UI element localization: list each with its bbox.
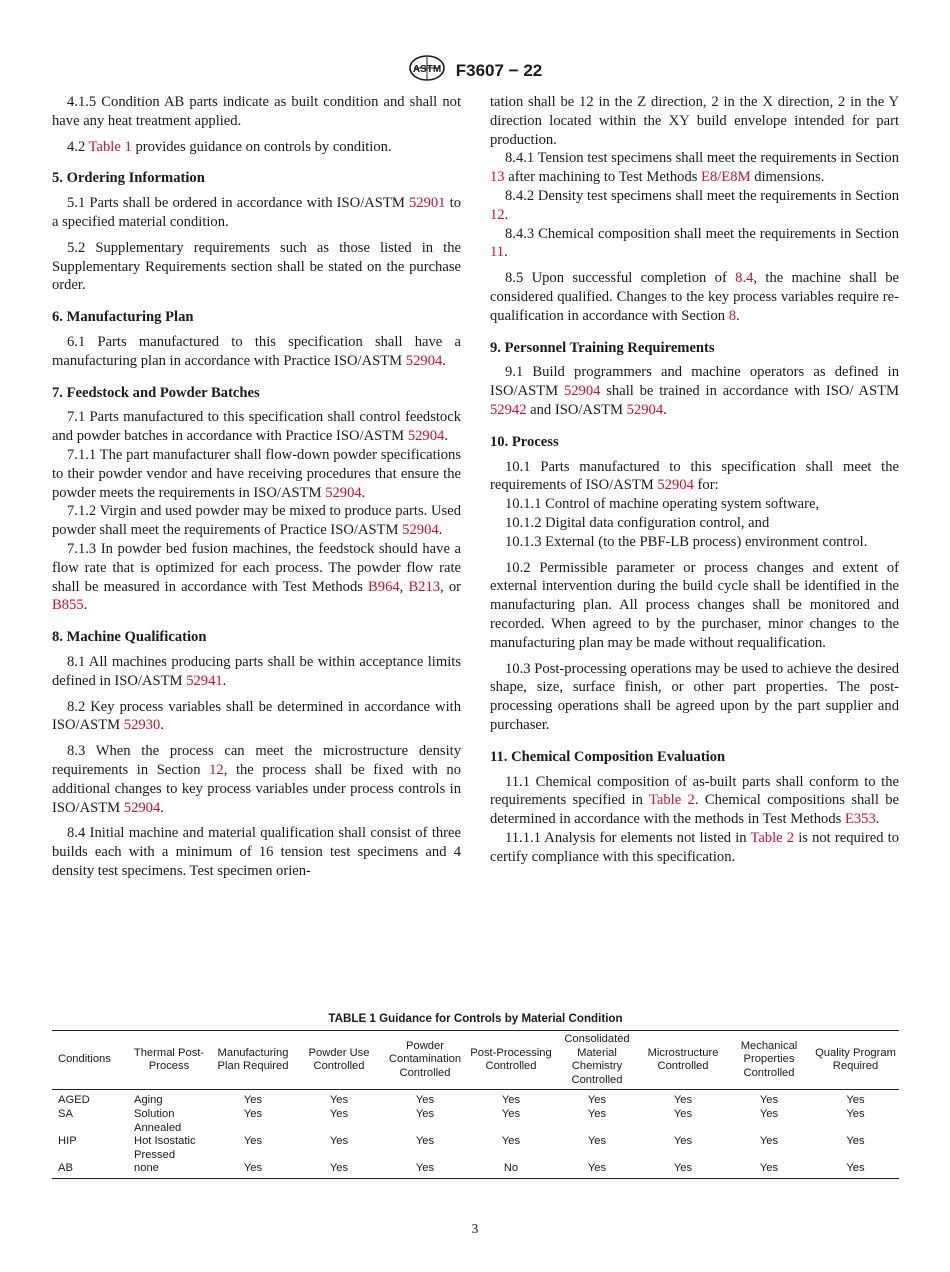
table-cell: Yes [587, 1162, 607, 1175]
table-cell: Yes [846, 1162, 865, 1175]
ref-link[interactable]: B855 [52, 597, 84, 614]
para-7-1-3: 7.1.3 In powder bed fusion machines, the feedstock should have a flow rate that is optimized for each process. The powder flow rate shall be measured in accordance with Test Methods B964, B213, or B855. [52, 540, 462, 614]
section-10-heading: 10. Process [490, 433, 559, 450]
ref-link[interactable]: 52904 [563, 383, 601, 400]
table-cell: Yes [673, 1135, 693, 1148]
ref-link[interactable]: 52904 [405, 352, 443, 369]
table-cell: Solution Annealed [134, 1107, 182, 1134]
para-8-4-3: 8.4.3 Chemical composition shall meet the requirements in Section 11. [490, 225, 899, 261]
ref-link[interactable]: 52901 [408, 195, 446, 212]
astm-logo-icon [408, 54, 446, 87]
table-cell: Yes [501, 1094, 521, 1107]
section-link[interactable]: 11 [490, 244, 505, 261]
table-cell: Yes [329, 1162, 349, 1175]
table-cell: Yes [587, 1107, 607, 1120]
para-5-2: 5.2 Supplementary requirements such as those listed in the Supplementary Requirements section shall be stated on the purchase order. [52, 239, 461, 294]
para-8-4-1: 8.4.1 Tension test specimens shall meet the requirements in Section 13 after machining to Test Methods E8/E8M dimensions. [490, 150, 899, 186]
table-header-cell: Powder Use Controlled [308, 1046, 370, 1073]
section-9-heading: 9. Personnel Training Requirements [490, 339, 715, 356]
section-6-heading: 6. Manufacturing Plan [52, 309, 194, 326]
section-link[interactable]: 8.4 [735, 270, 754, 287]
para-4-1-5: 4.1.5 Condition AB parts indicate as built condition and shall not have any heat treatment applied. [52, 94, 461, 129]
para-8-4-continued: tation shall be 12 in the Z direction, 2 in the X direction, 2 in the Y direction located within the XY build envelope intended for part production. [490, 94, 899, 148]
section-link[interactable]: 12 [490, 206, 505, 223]
para-10-1-2: 10.1.2 Digital data configuration control, and [505, 514, 770, 531]
page-number: 3 [471, 1221, 479, 1236]
table-cell: AGED [58, 1094, 90, 1107]
table-row [52, 1108, 899, 1135]
para-11-1: 11.1 Chemical composition of as-built parts shall conform to the requirements specified in Table 2. Chemical compositions shall be determined in accordance with the methods in Test Methods E353. [490, 773, 900, 828]
table-cell: Yes [759, 1094, 779, 1107]
para-5-1: 5.1 Parts shall be ordered in accordance with ISO/ASTM 52901 to a specified material condition. [52, 195, 461, 230]
ref-link[interactable]: 52904 [626, 401, 664, 418]
section-link[interactable]: 12 [209, 761, 224, 778]
table-cell: Yes [501, 1135, 521, 1148]
table-header-cell: Consolidated Material Chemistry Controlled [564, 1033, 630, 1086]
ref-link[interactable]: 52904 [402, 522, 439, 539]
table-cell: Yes [846, 1107, 865, 1120]
para-8-3: 8.3 When the process can meet the microstructure density requirements in Section 12, the process shall be fixed with no additional changes to key process variables under process controls in ISO/ASTM 52904. [52, 743, 461, 816]
controls-table [52, 1030, 899, 1179]
para-10-1: 10.1 Parts manufactured to this specification shall meet the requirements of ISO/ASTM 52904 for: [490, 458, 899, 494]
para-11-1-1: 11.1.1 Analysis for elements not listed in Table 2 is not required to certify compliance with this specification. [490, 829, 899, 865]
table-cell: Yes [329, 1107, 349, 1120]
ref-link[interactable]: 52904 [657, 477, 694, 494]
table-cell: Yes [329, 1135, 349, 1148]
table-header-cell: Mechanical Properties Controlled [740, 1039, 798, 1079]
table-cell: Yes [243, 1094, 263, 1107]
ref-link[interactable]: B213 [408, 578, 441, 595]
ref-link[interactable]: E8/E8M [701, 169, 751, 186]
table-cell: Yes [243, 1135, 263, 1148]
table-cell: Yes [415, 1162, 435, 1175]
para-10-3: 10.3 Post-processing operations may be used to achieve the desired shape, size, surface finish, or other part properties. The post-processing operations shall be agreed upon by the part supplier and purchaser. [490, 660, 899, 733]
table-cell: Yes [329, 1094, 349, 1107]
table-cell: AB [58, 1162, 73, 1175]
table-row [52, 1162, 899, 1178]
table-title: TABLE 1 Guidance for Controls by Material Condition [328, 1012, 623, 1025]
table-cell: Yes [243, 1162, 263, 1175]
section-link[interactable]: 8 [728, 307, 736, 324]
table-header-cell: Thermal Post-Process [133, 1046, 205, 1073]
table-cell: Yes [846, 1094, 865, 1107]
table-cell: Yes [846, 1135, 865, 1148]
section-5-heading: 5. Ordering Information [52, 170, 205, 187]
table-cell: HIP [58, 1135, 77, 1148]
ref-link[interactable]: 52942 [490, 401, 527, 418]
table-cell: Yes [673, 1094, 693, 1107]
table-cell: Yes [415, 1094, 435, 1107]
table-cell: Yes [759, 1135, 779, 1148]
ref-link[interactable]: 52904 [325, 484, 362, 501]
svg-text:ASTM: ASTM [412, 64, 441, 75]
table-cell: Yes [243, 1107, 263, 1120]
table-header-cell: Post-Processing Controlled [470, 1046, 552, 1073]
ref-link[interactable]: 52941 [186, 672, 223, 689]
table-cell: Yes [415, 1107, 435, 1120]
ref-link[interactable]: 52904 [407, 428, 445, 445]
ref-link[interactable]: E353 [844, 811, 876, 828]
table-cell: Yes [501, 1107, 521, 1120]
table-header-cell: Powder Contamination Controlled [388, 1039, 462, 1079]
section-11-heading: 11. Chemical Composition Evaluation [490, 748, 726, 765]
table-cell: Yes [673, 1107, 693, 1120]
table-2-link[interactable]: Table 2 [649, 792, 695, 809]
table-cell: SA [58, 1107, 73, 1120]
ref-link[interactable]: 52904 [123, 799, 161, 816]
document-id: F3607 − 22 [455, 60, 543, 80]
table-cell: none [134, 1162, 159, 1175]
table-header-row [52, 1031, 899, 1090]
ref-link[interactable]: 52930 [123, 717, 161, 734]
section-8-heading: 8. Machine Qualification [52, 629, 207, 646]
para-8-4: 8.4 Initial machine and material qualification shall consist of three builds each with a minimum of 16 tension test specimens and 4 density test specimens. Test specimen orien- [52, 825, 461, 879]
table-2-link[interactable]: Table 2 [750, 829, 795, 846]
table-cell: Aging [134, 1094, 163, 1107]
table-cell: Yes [759, 1107, 779, 1120]
table-cell: Yes [415, 1135, 435, 1148]
para-9-1: 9.1 Build programmers and machine operators as defined in ISO/ASTM 52904 shall be trained in accordance with ISO/ ASTM 52942 and ISO/ASTM 52904. [490, 364, 900, 418]
table-cell: Hot Isostatic Pressed [134, 1135, 196, 1161]
table-1-link[interactable]: Table 1 [88, 138, 132, 155]
para-8-5: 8.5 Upon successful completion of 8.4, the machine shall be considered qualified. Changes to the key process variables require re-qualification in accordance with Section 8. [490, 270, 899, 324]
para-8-2: 8.2 Key process variables shall be determined in accordance with ISO/ASTM 52930. [52, 698, 461, 734]
table-1 [52, 1012, 899, 1179]
right-column [490, 93, 899, 866]
para-8-4-2: 8.4.2 Density test specimens shall meet the requirements in Section 12. [490, 187, 899, 223]
para-7-1: 7.1 Parts manufactured to this specification shall control feedstock and powder batches in accordance with Practice ISO/ASTM 52904. [52, 409, 461, 445]
para-10-2: 10.2 Permissible parameter or process changes and extent of external intervention during the build cycle shall be identified in the manufacturing plan. All process changes shall be monitored and recorded. When agreed to by the purchaser, minor changes to the manufacturing plan may be made without requalification. [490, 559, 899, 651]
table-header-cell: Quality Program Required [815, 1046, 896, 1073]
table-row [52, 1135, 899, 1162]
para-10-1-1: 10.1.1 Control of machine operating system software, [505, 496, 820, 513]
table-cell: Yes [587, 1135, 607, 1148]
section-link[interactable]: 13 [490, 169, 505, 186]
table-header-cell: Manufacturing Plan Required [217, 1046, 289, 1073]
page-header [0, 54, 950, 87]
para-6-1: 6.1 Parts manufactured to this specification shall have a manufacturing plan in accordance with Practice ISO/ASTM 52904. [52, 333, 461, 369]
table-header-cell: Conditions [58, 1053, 111, 1066]
para-10-1-3: 10.1.3 External (to the PBF-LB process) environment control. [505, 533, 868, 550]
table-row [52, 1090, 899, 1108]
left-column [52, 93, 461, 881]
para-4-2: 4.2 Table 1 provides guidance on controls by condition. [67, 138, 392, 155]
para-7-1-2: 7.1.2 Virgin and used powder may be mixed to produce parts. Used powder shall meet the requirements of Practice ISO/ASTM 52904. [52, 503, 461, 539]
section-7-heading: 7. Feedstock and Powder Batches [52, 384, 260, 401]
table-cell: No [503, 1162, 519, 1175]
table-header-cell: Microstructure Controlled [647, 1046, 719, 1073]
table-cell: Yes [759, 1162, 779, 1175]
para-7-1-1: 7.1.1 The part manufacturer shall flow-down powder specifications to their powder vendor and have receiving procedures that ensure the powder meets the requirements in ISO/ASTM 52904. [52, 446, 461, 501]
para-8-1: 8.1 All machines producing parts shall be within acceptance limits defined in ISO/ASTM 52941. [52, 653, 461, 689]
ref-link[interactable]: B964 [368, 578, 400, 595]
table-cell: Yes [587, 1094, 607, 1107]
table-cell: Yes [673, 1162, 693, 1175]
